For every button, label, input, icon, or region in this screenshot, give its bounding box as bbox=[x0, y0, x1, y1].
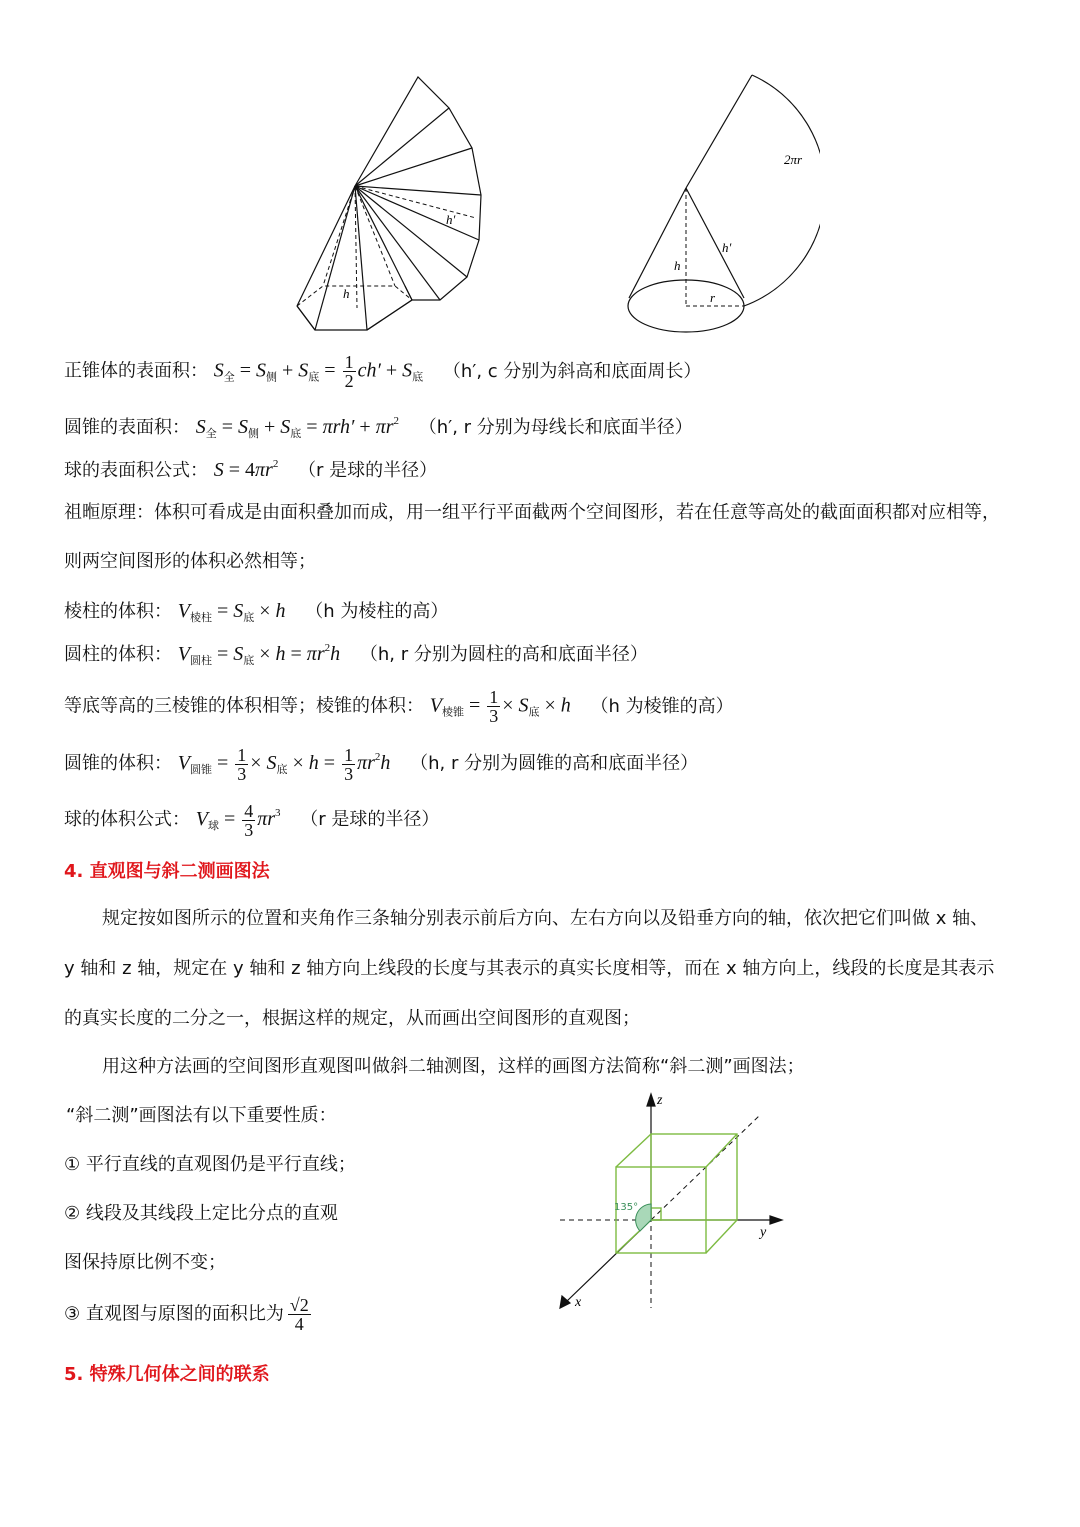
formula-cylinder-volume: 圆柱的体积： $V_{圆柱} = S_底 \times h = \pi r^2h$ （h, r 分别为圆柱的高和底面半径） bbox=[64, 642, 648, 667]
formula-sphere-volume: 球的体积公式： $V_球$ = $\frac{4}{3}$ $\pi r^3$ （r 是球的半径） bbox=[64, 800, 440, 840]
pyramid-h-label: h bbox=[343, 286, 350, 301]
property-2a: ② 线段及其线段上定比分点的直观 bbox=[64, 1203, 338, 1224]
zu-principle-line2: 则两空间图形的体积必然相等； bbox=[64, 551, 316, 572]
angle-label: 135° bbox=[614, 1202, 639, 1213]
section-4-paragraph-1 bbox=[64, 894, 1039, 1044]
p1-line2: y 轴和 z 轴，规定在 y 轴和 z 轴方向上线段的长度与其表示的真实长度相等，而在 x 轴方向上，线段的长度是其表示 bbox=[64, 958, 995, 979]
cone-hp-label: h′ bbox=[722, 240, 732, 255]
section-4-heading: 4. 直观图与斜二测画图法 bbox=[64, 861, 270, 882]
section-5-heading: 5. 特殊几何体之间的联系 bbox=[64, 1364, 270, 1385]
axis-x-label: x bbox=[575, 1295, 582, 1310]
section-4-paragraph-2: 用这种方法画的空间图形直观图叫做斜二轴测图，这样的画图方法简称“斜二测”画图法； bbox=[102, 1056, 805, 1077]
pyramid-unfolding-figure bbox=[280, 70, 500, 340]
formula-pyramid-volume: 等底等高的三棱锥的体积相等；棱锥的体积： $V_{棱锥}$ = $\frac{1}{3}$ × $S_底 \times h$ （h 为棱锥的高） bbox=[64, 687, 734, 726]
formula-regular-pyramid-area: 正锥体的表面积： $S_全 = S_侧 + S_底$ = $\frac{1}{2}$ $ch' + S_底$ （h′, c 分别为斜高和底面周长） bbox=[64, 352, 702, 391]
p1-line1: 规定按如图所示的位置和夹角作三条轴分别表示前后方向、左右方向以及铅垂方向的轴，依次把它们叫做 x 轴、 bbox=[102, 908, 989, 929]
cone-unfolding-figure bbox=[620, 70, 820, 340]
formula-prism-volume: 棱柱的体积： $V_{棱柱} = S_底 \times h$ （h 为棱柱的高） bbox=[64, 600, 449, 624]
pyramid-hp-label: h′ bbox=[446, 212, 456, 227]
oblique-axes-cube-figure bbox=[550, 1090, 790, 1315]
formula-sphere-area: 球的表面积公式： $S = 4\pi r^2$ （r 是球的半径） bbox=[64, 458, 438, 481]
zu-principle-line1: 祖暅原理：体积可看成是由面积叠加而成，用一组平行平面截两个空间图形，若在任意等高处的截面面积都对应相等， bbox=[64, 502, 1000, 523]
axis-z-label: z bbox=[657, 1093, 663, 1108]
axis-y-label: y bbox=[760, 1225, 767, 1240]
formula-cone-area: 圆锥的表面积： $S_全 = S_侧 + S_底 = \pi rh' + \pi r^2$ （h′, r 分别为母线长和底面半径） bbox=[64, 415, 693, 440]
property-1: ① 平行直线的直观图仍是平行直线； bbox=[64, 1154, 356, 1175]
property-2b: 图保持原比例不变； bbox=[64, 1252, 226, 1273]
cone-h-label: h bbox=[674, 258, 681, 273]
property-3: ③ 直观图与原图的面积比为 $\frac{√2}{4}$ bbox=[64, 1295, 309, 1334]
properties-title: “斜二测”画图法有以下重要性质： bbox=[66, 1105, 337, 1126]
cone-r-label: r bbox=[710, 290, 716, 305]
cone-arc-label: 2πr bbox=[784, 152, 803, 167]
p1-line3: 的真实长度的二分之一，根据这样的规定，从而画出空间图形的直观图； bbox=[64, 1008, 640, 1029]
formula-cone-volume: 圆锥的体积： $V_{圆锥}$ = $\frac{1}{3}$ × $S_底 \times h$ = $\frac{1}{3}$ $\pi r^2h$ （h, r 分别为圆锥的高和底面半径） bbox=[64, 744, 699, 784]
